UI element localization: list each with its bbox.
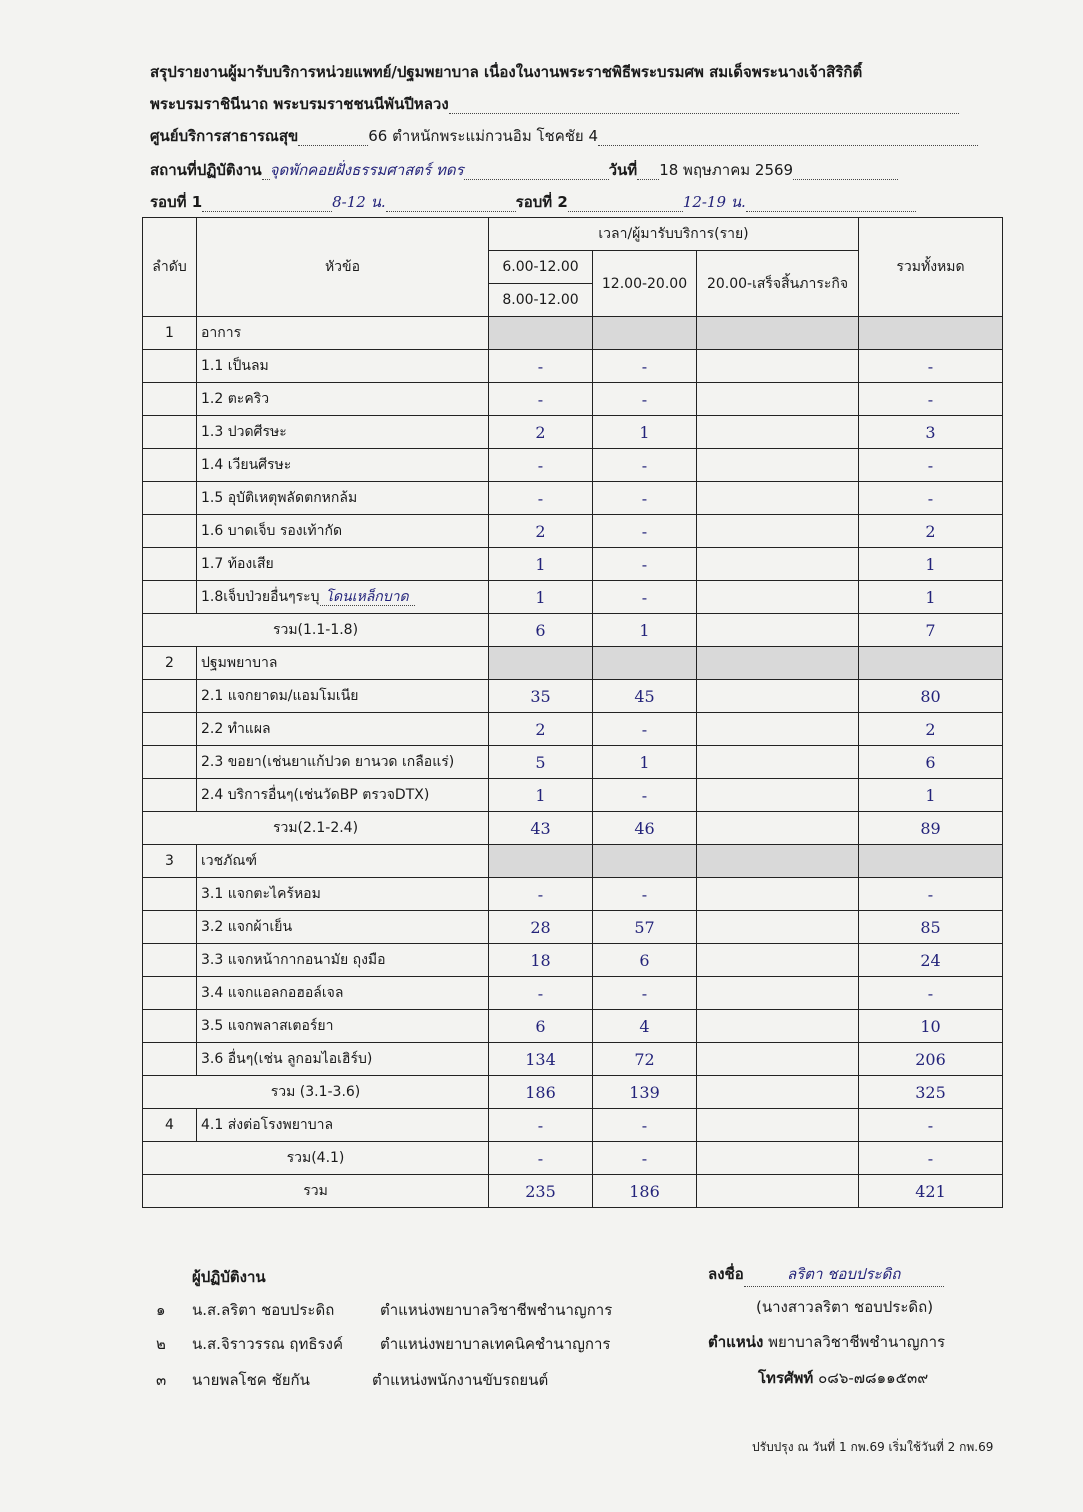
table-row: 3.3 แจกหน้ากากอนามัย ถุงมือ 18 6 24 [143, 944, 1003, 977]
table-row: 3.2 แจกผ้าเย็น 28 57 85 [143, 911, 1003, 944]
table-row: 1.1 เป็นลม - - - [143, 350, 1003, 383]
col-order: ลำดับ [143, 218, 197, 317]
staff-number: ๑ [156, 1301, 166, 1319]
col-time-3: 20.00-เสร็จสิ้นภาระกิจ [697, 251, 859, 317]
report-title: สรุปรายงานผู้มารับบริการหน่วยแพทย์/ปฐมพยาบาล เนื่องในงานพระราชพิธีพระบรมศพ สมเด็จพระนางเจ้าสิริกิติ์ [150, 63, 863, 81]
service-center-value: 66 ตำหนักพระแม่กวนอิม โชคชัย 4 [368, 127, 599, 145]
staff-name: น.ส.ลริตา ชอบประดิถ [192, 1301, 335, 1319]
table-row: 3.5 แจกพลาสเตอร์ยา 6 4 10 [143, 1010, 1003, 1043]
table-header-row [143, 218, 1003, 251]
table-row: 1.6 บาดเจ็บ รองเท้ากัด 2 - 2 [143, 515, 1003, 548]
table-row: 1.3 ปวดศีรษะ 2 1 3 [143, 416, 1003, 449]
phone-line: โทรศัพท์ ๐๘๖-๗๘๑๑๕๓๙ [758, 1369, 929, 1387]
table-row: 3.4 แจกแอลกอฮอล์เจล - - - [143, 977, 1003, 1010]
handwritten-signature: ลริตา ชอบประดิถ [744, 1262, 944, 1287]
staff-name: นายพลโชค ชัยกัน [192, 1371, 310, 1389]
subtotal-row: รวม(1.1-1.8) 6 1 7 [143, 614, 1003, 647]
col-time-1b: 8.00-12.00 [489, 284, 593, 317]
service-center-line: ศูนย์บริการสาธารณสุข 66 ตำหนักพระแม่กวนอิม โชคชัย 4 [150, 126, 983, 146]
subtotal-row: รวม (3.1-3.6) 186 139 325 [143, 1076, 1003, 1109]
table-row: 2.2 ทำแผล 2 - 2 [143, 713, 1003, 746]
service-table [142, 217, 1003, 1208]
col-topic: หัวข้อ [197, 218, 489, 317]
table-row: 1.2 ตะคริว - - - [143, 383, 1003, 416]
table-row: 1.8เจ็บป่วยอื่นๆระบุ โดนเหล็กบาด 1 - 1 [143, 581, 1003, 614]
staff-position: ตำแหน่งพนักงานขับรถยนต์ [372, 1371, 549, 1389]
section-row: 1 อาการ [143, 317, 1003, 350]
table-row: 1.7 ท้องเสีย 1 - 1 [143, 548, 1003, 581]
date-value: 18 พฤษภาคม 2569 [659, 161, 794, 179]
table-row: 2.4 บริการอื่นๆ(เช่นวัดBP ตรวจDTX) 1 - 1 [143, 779, 1003, 812]
table-row: 2.3 ขอยา(เช่นยาแก้ปวด ยานวด เกลือแร่) 5 1 6 [143, 746, 1003, 779]
staff-number: ๓ [156, 1371, 167, 1389]
round1-value: 8-12 น. [332, 193, 386, 211]
rounds-line: รอบที่ 1 8-12 น. รอบที่ 2 12-19 น. [150, 192, 983, 212]
staff-position: ตำแหน่งพยาบาลวิชาชีพชำนาญการ [380, 1301, 613, 1319]
signer-position-line: ตำแหน่ง พยาบาลวิชาชีพชำนาญการ [708, 1333, 946, 1351]
subtotal-row: รวม(4.1) - - - [143, 1142, 1003, 1175]
col-total: รวมทั้งหมด [859, 218, 1003, 317]
signature-line: ลงชื่อ ลริตา ชอบประดิถ [708, 1262, 944, 1287]
grand-total-row: รวม 235 186 421 [143, 1175, 1003, 1208]
col-time-1a: 6.00-12.00 [489, 251, 593, 284]
table-row: 1.5 อุบัติเหตุพลัดตกหกล้ม - - - [143, 482, 1003, 515]
table-row: 3.1 แจกตะไคร้หอม - - - [143, 878, 1003, 911]
staff-title: ผู้ปฏิบัติงาน [192, 1268, 266, 1286]
table-row: 3.6 อื่นๆ(เช่น ลูกอมไอเฮิร์บ) 134 72 206 [143, 1043, 1003, 1076]
location-value: จุดพักคอยฝั่งธรรมศาสตร์ ทดร [269, 161, 464, 179]
location-line: สถานที่ปฏิบัติงาน จุดพักคอยฝั่งธรรมศาสตร์ ทดร วันที่ 18 พฤษภาคม 2569 [150, 160, 983, 180]
other-illness-value: โดนเหล็กบาด [320, 589, 415, 606]
round2-value: 12-19 น. [682, 193, 746, 211]
staff-position: ตำแหน่งพยาบาลเทคนิคชำนาญการ [380, 1335, 611, 1353]
table-row: 4 4.1 ส่งต่อโรงพยาบาล - - - [143, 1109, 1003, 1142]
subtotal-row: รวม(2.1-2.4) 43 46 89 [143, 812, 1003, 845]
section-row: 3 เวชภัณฑ์ [143, 845, 1003, 878]
signer-name: (นางสาวลริตา ชอบประดิถ) [756, 1298, 934, 1316]
table-row: 1.4 เวียนศีรษะ - - - [143, 449, 1003, 482]
section-row: 2 ปฐมพยาบาล [143, 647, 1003, 680]
staff-name: น.ส.จิราวรรณ ฤทธิรงค์ [192, 1335, 343, 1353]
col-time-2: 12.00-20.00 [593, 251, 697, 317]
revision-note: ปรับปรุง ณ วันที่ 1 กพ.69 เริ่มใช้วันที่ 2 กพ.69 [752, 1440, 994, 1454]
col-time-group: เวลา/ผู้มารับบริการ(ราย) [489, 218, 859, 251]
table-row: 2.1 แจกยาดม/แอมโมเนีย 35 45 80 [143, 680, 1003, 713]
report-title-line2: พระบรมราชินีนาถ พระบรมราชชนนีพันปีหลวง [150, 94, 983, 114]
staff-number: ๒ [156, 1335, 166, 1353]
